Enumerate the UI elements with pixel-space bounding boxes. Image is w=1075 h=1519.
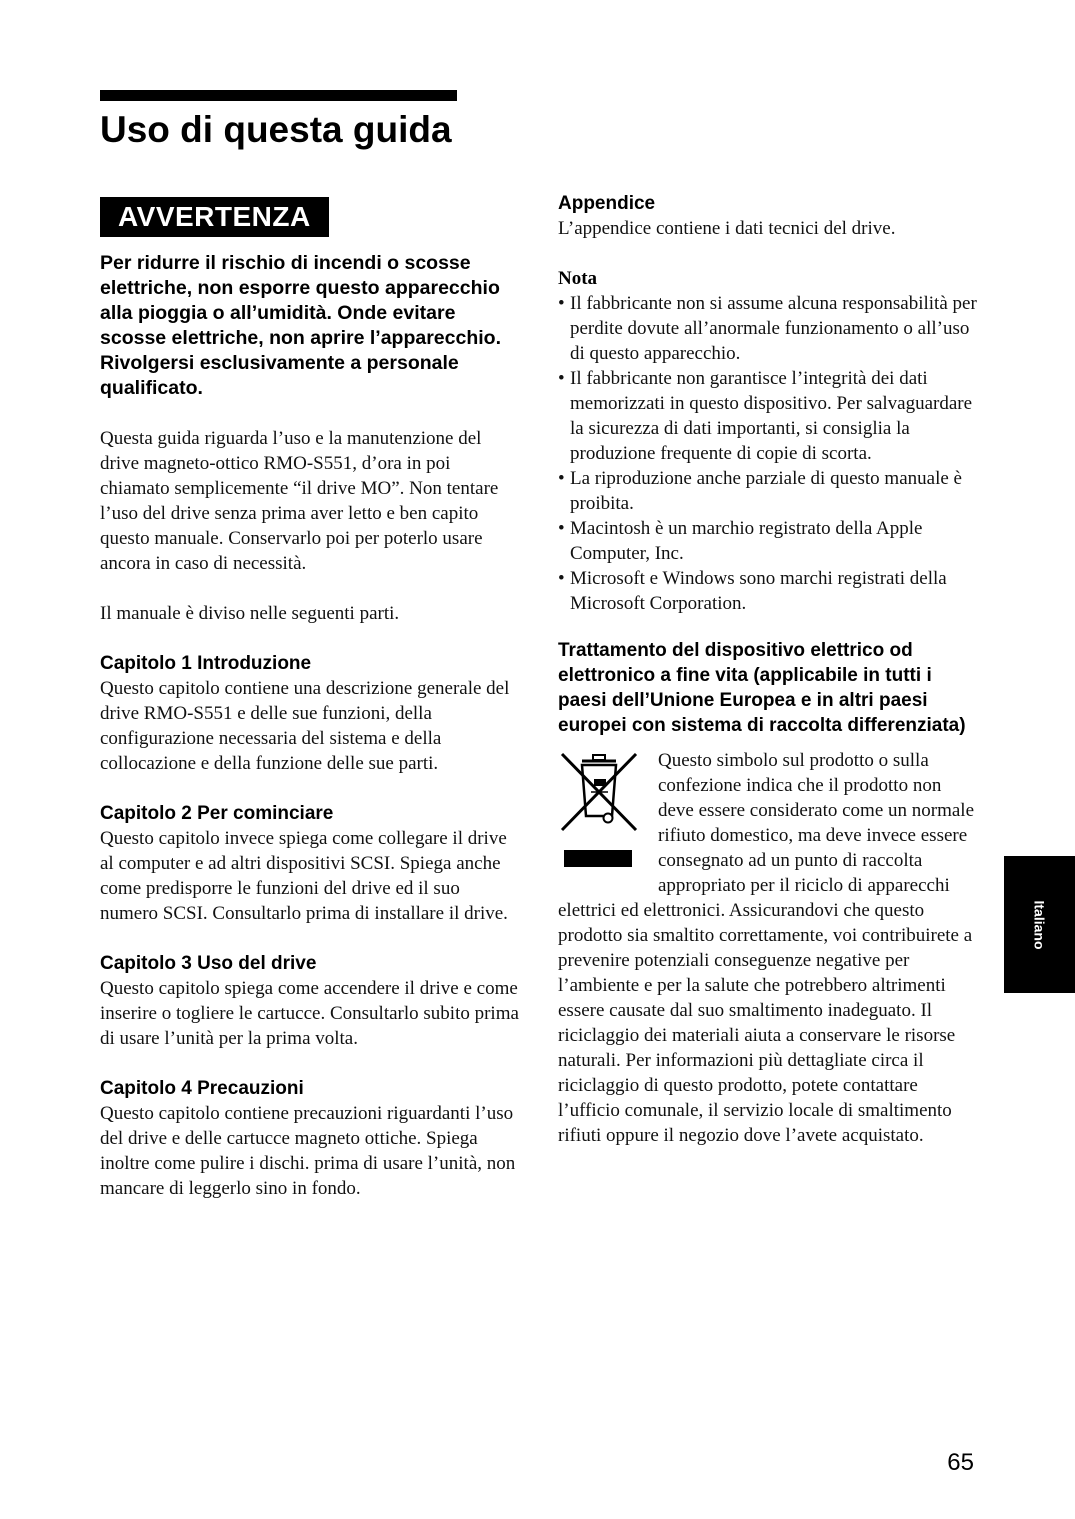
note-list xyxy=(558,291,978,616)
chapter-2-heading: Capitolo 2 Per cominciare xyxy=(100,803,334,824)
chapter-2-text: Questo capitolo invece spiega come collegare il drive al computer e ad altri dispositivi SCSI. Spiega anche come predisporre le funzioni del drive ed il suo numero SCSI. Consultarlo prima di installare il drive. xyxy=(100,828,508,924)
intro-paragraph: Questa guida riguarda l’uso e la manutenzione del drive magneto-ottico RMO-S551, d’ora in poi chiamato semplicemente “il drive MO”. Non tentare l’uso del drive senza prima aver letto e ben capito questo manuale. Conservarlo poi per poterlo usare ancora in caso di necessità. xyxy=(100,428,499,574)
note-item: • Microsoft e Windows sono marchi registrati della Microsoft Corporation. xyxy=(558,566,978,616)
page-number: 65 xyxy=(947,1449,974,1476)
appendix-text: L’appendice contiene i dati tecnici del drive. xyxy=(558,218,896,239)
appendix-heading: Appendice xyxy=(558,193,656,214)
chapter-3-text: Questo capitolo spiega come accendere il drive e come inserire o togliere le cartucce. Consultarlo subito prima di usare l’unità per la prima volta. xyxy=(100,978,519,1049)
title-rule xyxy=(100,90,457,101)
note-item: • La riproduzione anche parziale di questo manuale è proibita. xyxy=(558,466,978,516)
right-column xyxy=(558,191,978,1148)
language-side-tab-label: Italiano xyxy=(1031,899,1048,950)
note-heading: Nota xyxy=(558,268,598,289)
crossed-out-wheeled-bin-icon xyxy=(558,750,640,874)
disposal-block xyxy=(558,748,978,1148)
note-item: • Il fabbricante non garantisce l’integrità dei dati memorizzati in questo dispositivo. Per salvaguardare la sicurezza di dati importanti, si consiglia la produzione frequente di copie di scorta. xyxy=(558,366,978,466)
note-item: • Macintosh è un marchio registrato della Apple Computer, Inc. xyxy=(558,516,978,566)
warning-text: Per ridurre il rischio di incendi o scosse elettriche, non esporre questo apparecchio alla pioggia o all’umidità. Onde evitare scosse elettriche, non aprire l’apparecchio. Rivolgersi esclusivamente a personale qualificato. xyxy=(100,252,501,399)
chapter-4-text: Questo capitolo contiene precauzioni riguardanti l’uso del drive e delle cartucce magneto ottiche. Spiega inoltre come pulire i dischi. prima di usare l’unità, non mancare di leggerlo sino in fondo. xyxy=(100,1103,516,1199)
disposal-heading: Trattamento del dispositivo elettrico od elettronico a fine vita (applicabile in tutti i paesi dell’Unione Europea e in altri paesi europei con sistema di raccolta differenziata) xyxy=(558,640,966,736)
page-title: Uso di questa guida xyxy=(100,109,452,150)
chapter-4-heading: Capitolo 4 Precauzioni xyxy=(100,1078,304,1099)
chapter-3-heading: Capitolo 3 Uso del drive xyxy=(100,953,317,974)
left-column xyxy=(100,190,520,1201)
language-side-tab xyxy=(1004,856,1075,993)
disposal-text: Questo simbolo sul prodotto o sulla confezione indica che il prodotto non deve essere considerato come un normale rifiuto domestico, ma deve invece essere consegnato ad un punto di raccolta appropriato per il riciclo di apparecchi elettrici ed elettronici. Assicurandovi che questo prodotto sia smaltito correttamente, voi contribuirete a prevenire potenziali conseguenze negative per l’ambiente e per la salute che potrebbero altrimenti essere causate dal suo smaltimento inadeguato. Il riciclaggio dei materiali aiuta a conservare le risorse naturali. Per informazioni più dettagliate circa il riciclaggio di questo prodotto, potete contattare l’ufficio comunale, il servizio locale di smaltimento rifiuti oppure il negozio dove l’avete acquistato. xyxy=(558,750,975,1146)
chapter-1-heading: Capitolo 1 Introduzione xyxy=(100,653,312,674)
note-item: • Il fabbricante non si assume alcuna responsabilità per perdite dovute all’anormale funzionamento o all’uso di questo apparecchio. xyxy=(558,291,978,366)
warning-badge: AVVERTENZA xyxy=(100,197,329,237)
division-paragraph: Il manuale è diviso nelle seguenti parti. xyxy=(100,603,400,624)
chapter-1-text: Questo capitolo contiene una descrizione generale del drive RMO-S551 e delle sue funzioni, della configurazione necessaria del sistema e della collocazione e della funzione delle sue parti. xyxy=(100,678,510,774)
